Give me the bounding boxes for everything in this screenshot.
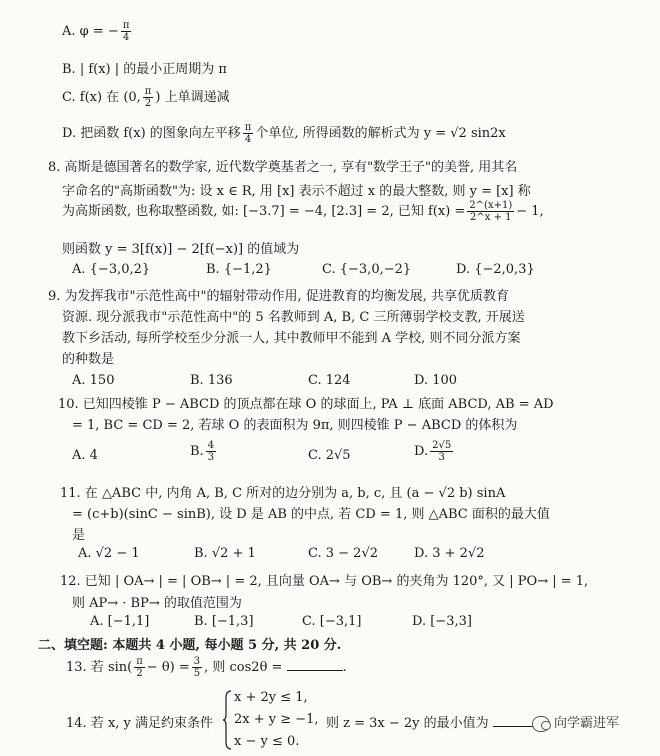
q9-line3: 教下乡活动, 每所学校至少分派一人, 其中教师甲不能到 A 学校, 则不同分派方案 (62, 331, 521, 346)
q7-option-d: D. 把函数 f(x) 的图象向左平移 $\frac{\pi}{4}$ 个单位, 所得函数的解析式为 y = √2 sin2x (62, 122, 506, 145)
q8-option-a: A. {−3,0,2} (72, 262, 151, 277)
q10-option-a: A. 4 (72, 448, 98, 463)
q11-line3: 是 (72, 528, 86, 543)
q9-line1: 9. 为发挥我市"示范性高中"的辐射带动作用, 促进教育的均衡发展, 共享优质教育 (48, 289, 510, 304)
q11-line1: 11. 在 △ABC 中, 内角 A, B, C 所对的边分别为 a, b, c, 且 (a − √2 b) sinA (60, 486, 506, 501)
section-heading: 二、填空题: 本题共 4 小题, 每小题 5 分, 共 20 分. (38, 638, 342, 653)
brace-icon (222, 690, 232, 750)
watermark: 向学霸进军 (532, 712, 619, 732)
q8-line1: 8. 高斯是德国著名的数学家, 近代数学奠基者之一, 享有"数学王子"的美誉, 用其名 (48, 160, 518, 175)
q8-line4: 则函数 y = 3[f(x)] − 2[f(−x)] 的值域为 (62, 242, 300, 257)
q10-option-c: C. 2√5 (308, 448, 351, 463)
q14-constraint-1: x + 2y ≤ 1, (234, 690, 308, 705)
q7-option-c: C. f(x) 在 (0, $\frac{\pi}{2}$ ) 上单调递减 (62, 86, 230, 109)
q11-option-d: D. 3 + 2√2 (414, 546, 485, 561)
q14-answer-blank (493, 714, 533, 727)
q14-suffix: 则 z = 3x − 2y 的最小值为 (326, 712, 533, 731)
q14-constraint-3: x − y ≤ 0. (234, 734, 300, 749)
q11-option-a: A. √2 − 1 (78, 546, 140, 561)
q14-prefix: 14. 若 x, y 满足约束条件 (66, 716, 214, 731)
q8-line2: 字命名的"高斯函数"为: 设 x ∈ R, 用 [x] 表示不超过 x 的最大整数, 则 y = [x] 称 (62, 184, 531, 199)
q8-option-b: B. {−1,2} (206, 262, 272, 277)
q13: 13. 若 sin( $\frac{\pi}{2}$ − θ) = $\frac{3}{5}$ , 则 cos2θ = . (66, 656, 347, 679)
q8-line3: 为高斯函数, 也称取整函数, 如: [−3.7] = −4, [2.3] = 2, 已知 f(x) = $\frac{2\^{}(x+1)}{2\^{}x + 1}$ − 1, (62, 200, 544, 223)
q12-option-a: A. [−1,1] (90, 614, 150, 629)
q10-line2: = 1, BC = CD = 2, 若球 O 的表面积为 9π, 则四棱锥 P − ABCD 的体积为 (72, 418, 518, 433)
q9-option-d: D. 100 (414, 373, 458, 388)
q9-option-b: B. 136 (190, 373, 233, 388)
q12-line1: 12. 已知 | OA→ | = | OB→ | = 2, 且向量 OA→ 与 OB→ 的夹角为 120°, 又 | PO→ | = 1, (60, 574, 589, 589)
q9-line2: 资源. 现分派我市"示范性高中"的 5 名教师到 A, B, C 三所薄弱学校支教, 开展送 (62, 310, 525, 325)
q9-option-c: C. 124 (308, 373, 351, 388)
q12-option-c: C. [−3,1] (302, 614, 362, 629)
q9-option-a: A. 150 (72, 373, 115, 388)
q11-line2: = (c+b)(sinC − sinB), 设 D 是 AB 的中点, 若 CD = 1, 则 △ABC 面积的最大值 (72, 507, 550, 522)
q13-answer-blank (287, 658, 343, 671)
q10-option-b: B. $\frac{4}{3}$ (190, 440, 215, 463)
q10-line1: 10. 已知四棱锥 P − ABCD 的顶点都在球 O 的球面上, PA ⊥ 底面 ABCD, AB = AD (58, 397, 554, 412)
q7-option-a: A. φ = − $\frac{\pi}{4}$ (62, 20, 130, 43)
q8-option-d: D. {−2,0,3} (456, 262, 535, 277)
q11-option-b: B. √2 + 1 (194, 546, 256, 561)
wechat-icon (532, 716, 550, 732)
q8-option-c: C. {−3,0,−2} (322, 262, 412, 277)
q12-option-b: B. [−1,3] (194, 614, 254, 629)
q12-option-d: D. [−3,3] (412, 614, 472, 629)
q7-option-b: B. | f(x) | 的最小正周期为 π (62, 62, 227, 77)
q11-option-c: C. 3 − 2√2 (308, 546, 379, 561)
q14-constraint-2: 2x + y ≥ −1, (234, 712, 319, 727)
q10-option-d: D. $\frac{2√5}{3}$ (414, 440, 452, 463)
q9-line4: 的种数是 (62, 352, 115, 367)
q12-line2: 则 AP→ · BP→ 的取值范围为 (72, 596, 242, 611)
